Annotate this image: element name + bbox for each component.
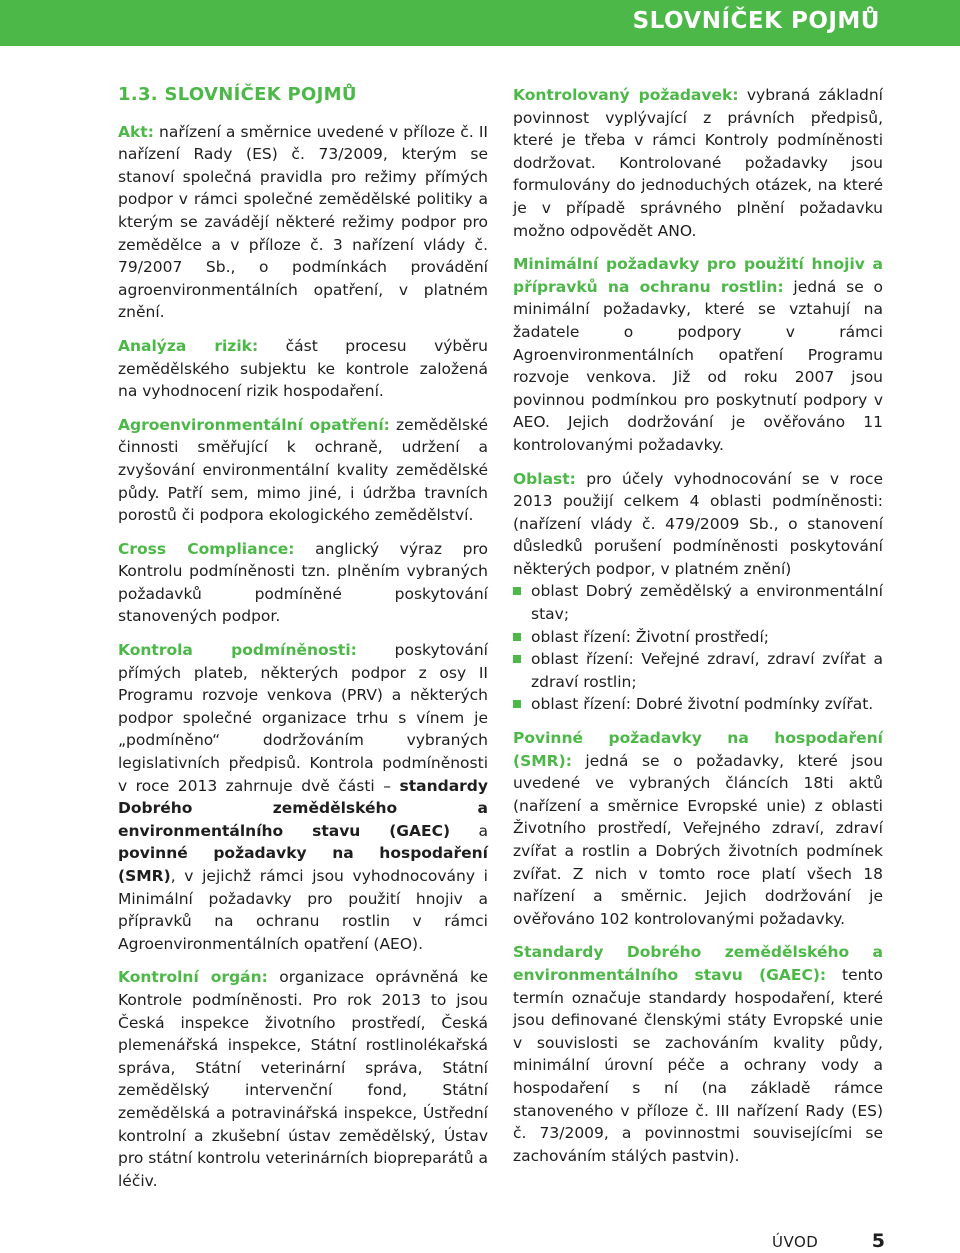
term-label: Agroenvironmentální opatření:	[118, 415, 390, 434]
term-label: Povinné požadavky na hospodaření (SMR):	[513, 729, 883, 770]
definition-text: jedná se o požadavky, které jsou uvedené ve vybraných článcích 18ti aktů (nařízení a směrnice Evropské unie) z oblasti Životního prostředí, Veřejného zdraví, zdraví zvířat a rostlin a Dobrých životních podmínek zvířat. Z nich v tomto roce platí všech 18 nařízení a směrnic. Jejich dodržování je ověřováno 102 kontrolovanými požadavky.	[513, 751, 883, 928]
header-title: SLOVNÍČEK POJMŮ	[632, 8, 880, 34]
entry-agroenvironmentalni-opatreni	[118, 414, 488, 527]
entry-standardy-gaec	[513, 941, 883, 1167]
definition-text: a	[450, 821, 488, 840]
term-label: Minimální požadavky pro použití hnojiv a přípravků na ochranu rostlin:	[513, 255, 883, 296]
list-item-text: oblast řízení: Veřejné zdraví, zdraví zvířat a zdraví rostlin;	[531, 650, 883, 691]
right-column	[513, 84, 883, 1178]
entry-povinne-pozadavky-smr	[513, 727, 883, 930]
list-item-text: oblast řízení: Životní prostředí;	[531, 627, 769, 646]
entry-minimalni-pozadavky	[513, 253, 883, 456]
term-label: Oblast:	[513, 469, 576, 488]
entry-cross-compliance	[118, 538, 488, 628]
oblast-list	[513, 580, 883, 716]
section-title: 1.3. SLOVNÍČEK POJMŮ	[118, 84, 357, 105]
bullet-square-icon	[513, 700, 521, 708]
definition-text: tento termín označuje standardy hospodaření, které jsou definované členskými státy Evropské unie v souvislosti se zachováním kvality půdy, minimální úrovní péče a ochrany vody a hospodaření s ní (na základě rámce stanoveného v příloze č. III nařízení Rady (ES) č. 73/2009, a povinnostmi souvisejícími se zachováním stálých pastvin).	[513, 965, 883, 1165]
term-label: Cross Compliance:	[118, 539, 295, 558]
entry-kontrolovany-pozadavek	[513, 84, 883, 242]
bullet-square-icon	[513, 587, 521, 595]
list-item	[513, 648, 883, 693]
definition-text: zemědělské činnosti směřující k ochraně, udržení a zvyšování environmentální kvality zemědělské půdy. Patří sem, mimo jiné, i údržba travních porostů či podpora ekologického zemědělství.	[118, 415, 488, 525]
entry-kontrola-podminenosti	[118, 639, 488, 955]
definition-text: anglický výraz pro Kontrolu podmíněnosti tzn. plněním vybraných požadavků podmíněné poskytování stanovených podpor.	[118, 539, 488, 626]
list-item-text: oblast řízení: Dobré životní podmínky zvířat.	[531, 695, 874, 714]
term-label: Kontrola podmíněnosti:	[118, 641, 357, 660]
list-item	[513, 580, 883, 625]
definition-text: vybraná základní povinnost vyplývající z právních předpisů, které je třeba v rámci Kontroly podmíněnosti dodržovat. Kontrolované požadavky jsou formulovány do jednoduchých otázek, na které je v případě správného plnění požadavku možno odpovědět ANO.	[513, 86, 883, 240]
bullet-square-icon	[513, 633, 521, 641]
entry-analyza-rizik	[118, 335, 488, 403]
term-label: Kontrolní orgán:	[118, 968, 268, 987]
definition-text: část procesu výběru zemědělského subjektu ke kontrole založená na vyhodnocení rizik hospodaření.	[118, 336, 488, 401]
entry-akt	[118, 121, 488, 324]
definition-text: , v jejichž rámci jsou vyhodnocovány i Minimální požadavky pro použití hnojiv a přípravků na ochranu rostlin v rámci Agroenvironmentálních opatření (AEO).	[118, 867, 488, 953]
term-label: Analýza rizik:	[118, 336, 259, 355]
definition-text: poskytování přímých plateb, některých podpor z osy II Programu rozvoje venkova (PRV) a některých podpor společné organizace trhu s vínem je „podmíněno“ dodržováním vybraných legislativních předpisů. Kontrola podmíněnosti v roce 2013 zahrnuje dvě části –	[118, 641, 488, 795]
page-footer	[740, 1230, 885, 1250]
definition-text: pro účely vyhodnocování se v roce 2013 použijí celkem 4 oblasti podmíněnosti: (nařízení vlády č. 479/2009 Sb., o stanovení důsledků porušení podmíněnosti poskytování některých podpor, v platném znění)	[513, 469, 883, 578]
list-item	[513, 626, 883, 649]
header-bar	[0, 0, 960, 46]
term-label: Kontrolovaný požadavek:	[513, 86, 739, 104]
definition-text: nařízení a směrnice uvedené v příloze č. II nařízení Rady (ES) č. 73/2009, kterým se stanoví společná pravidla pro režimy přímých podpor v rámci společné zemědělské politiky a kterým se zavádějí některé režimy podpor pro zemědělce a v příloze č. 3 nařízení vlády č. 79/2007 Sb., o podmínkách provádění agroenvironmentálních opatření, v platném znění.	[118, 122, 488, 322]
term-label: Standardy Dobrého zemědělského a environmentálního stavu (GAEC):	[513, 943, 883, 984]
page-number: 5	[871, 1230, 885, 1252]
footer-section-label: ÚVOD	[772, 1233, 819, 1251]
entry-oblast	[513, 468, 883, 581]
left-column	[118, 84, 488, 1203]
definition-text: jedná se o minimální požadavky, které se vztahují na žadatele o podpory v rámci Agroenvironmentálních opatření Programu rozvoje venkova. Již od roku 2007 jsou povinnou podmínkou pro poskytnutí podpory v AEO. Jejich dodržování je ověřováno 11 kontrolovanými požadavky.	[513, 277, 883, 454]
definition-text: organizace oprávněná ke Kontrole podmíněnosti. Pro rok 2013 to jsou Česká inspekce životního prostředí, Česká plemenářská inspekce, Státní rostlinolékařská správa, Státní veterinární správa, Státní zemědělský intervenční fond, Státní zemědělská a potravinářská inspekce, Ústřední kontrolní a zkušební ústav zemědělský, Ústav pro státní kontrolu veterinárních biopreparátů a léčiv.	[118, 968, 488, 1190]
list-item-text: oblast Dobrý zemědělský a environmentální stav;	[531, 582, 883, 624]
bullet-square-icon	[513, 655, 521, 663]
definition-bold-gaec: standardy Dobrého zemědělského a environmentálního stavu (GAEC)	[118, 776, 488, 840]
entry-kontrolni-organ	[118, 966, 488, 1192]
definition-bold-smr: povinné požadavky na hospodaření (SMR)	[118, 844, 488, 885]
list-item	[513, 693, 883, 716]
term-label: Akt:	[118, 122, 154, 141]
